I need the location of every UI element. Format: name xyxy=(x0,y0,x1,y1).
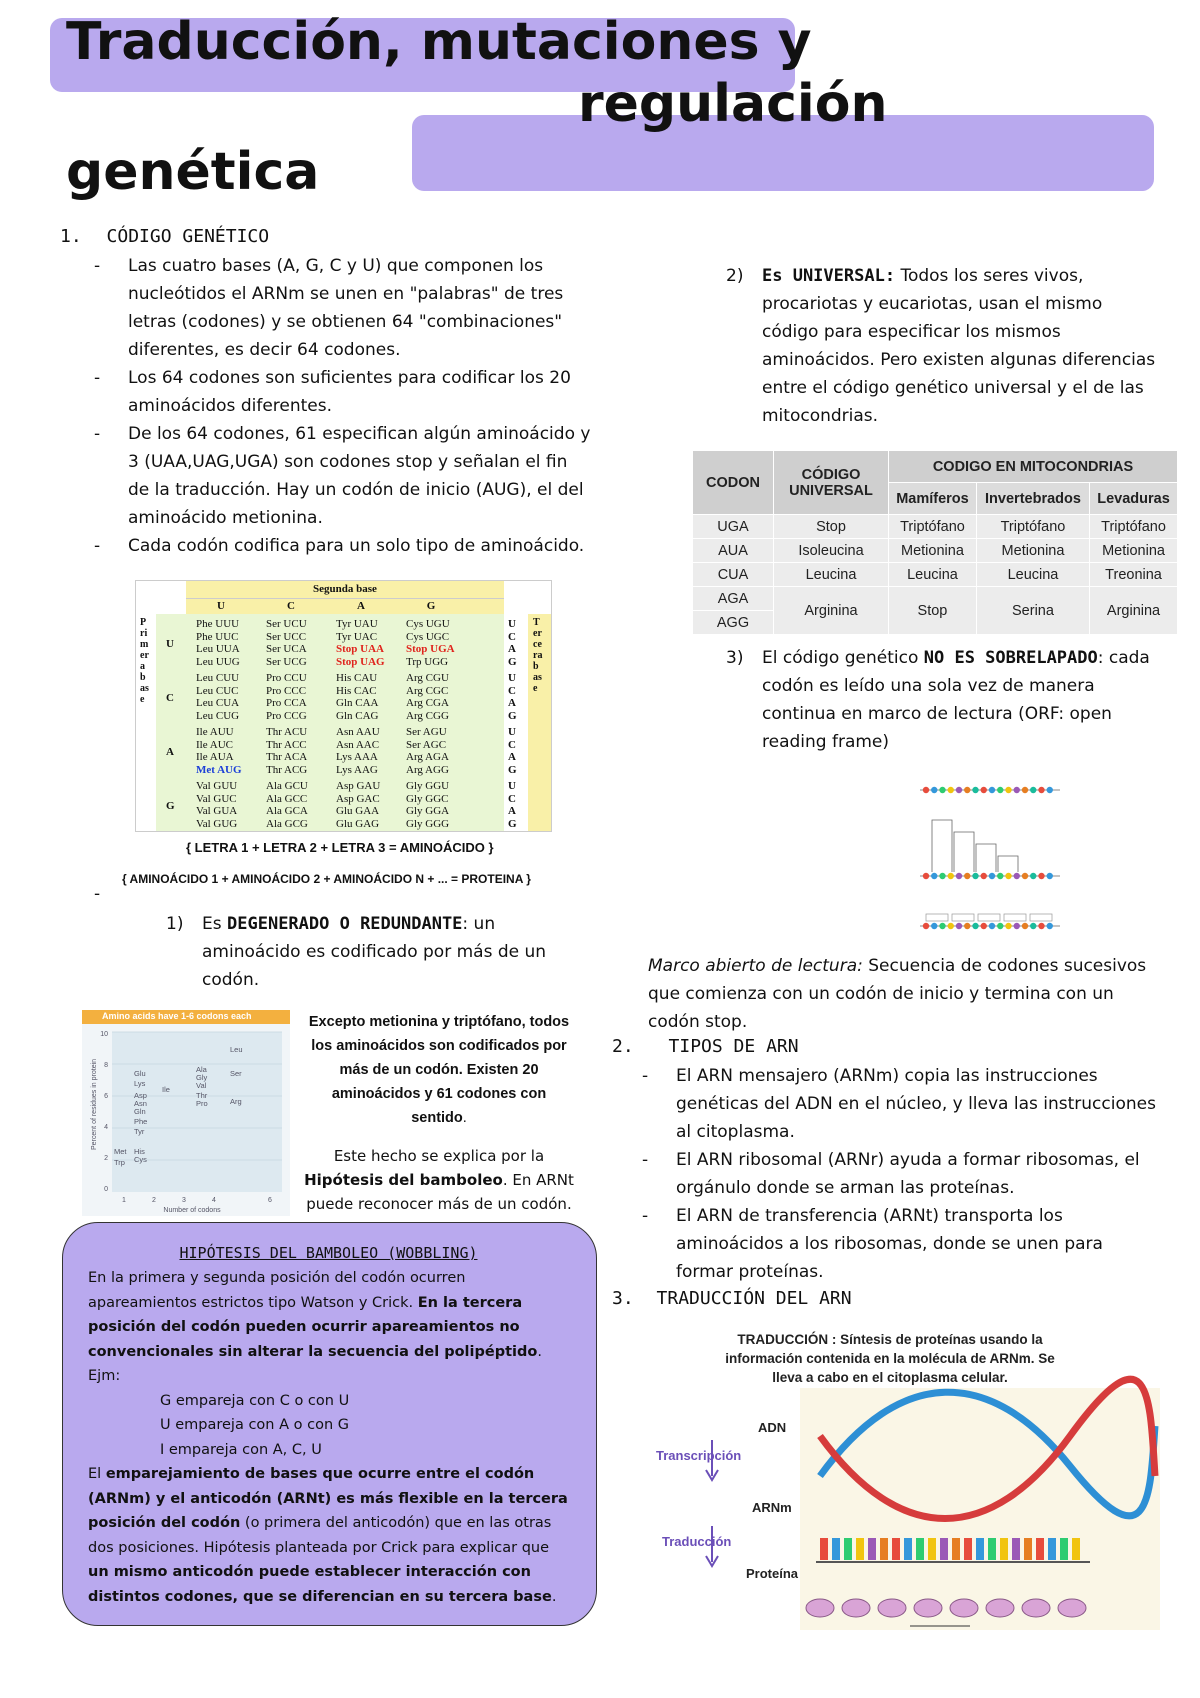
mrna-base xyxy=(1048,1538,1056,1560)
universal-bold: Es UNIVERSAL: xyxy=(762,266,896,286)
codon-entry: Lys AAG xyxy=(336,763,378,776)
mrna-base xyxy=(1036,1538,1044,1560)
third-base-letter: G xyxy=(508,763,517,776)
amino-acid-bead xyxy=(842,1599,870,1617)
nucleotide-dot xyxy=(997,923,1003,929)
codon-entry: Gln CAG xyxy=(336,709,379,722)
mrna-base xyxy=(952,1538,960,1560)
property-1: 1) Es DEGENERADO O REDUNDANTE: un aminoácido es codificado por más de un codón. xyxy=(166,910,566,994)
mrna-base xyxy=(976,1538,984,1560)
codon-bracket xyxy=(998,856,1018,872)
y-axis-label: Percent of residues in protein xyxy=(91,1058,98,1150)
proteina-label: Proteína xyxy=(746,1566,799,1581)
nucleotide-dot xyxy=(1022,787,1028,793)
property-3: 3) El código genético NO ES SOBRELAPADO: cada codón es leído una sola vez de manera continua en marco de lectura (ORF: open reading frame) xyxy=(726,648,1150,752)
codon-entry: His CAU xyxy=(336,672,378,684)
amino-acid-label: Met xyxy=(114,1147,127,1156)
mrna-base xyxy=(964,1538,972,1560)
nucleotide-dot xyxy=(1038,923,1044,929)
mrna-base xyxy=(1060,1538,1068,1560)
mrna-base xyxy=(1024,1538,1032,1560)
translation-diagram xyxy=(650,1326,1164,1636)
codon-entry: Asn AAC xyxy=(336,738,380,751)
mitochondria-code-table xyxy=(692,450,1178,635)
table-cell: Leucina xyxy=(976,563,1089,587)
amino-acid-bead xyxy=(806,1599,834,1617)
codon-entry: Glu GAG xyxy=(336,817,380,830)
empty-dash: - xyxy=(94,884,101,904)
codon-entry: Cys UGU xyxy=(406,618,450,630)
codon-entry: Arg CGA xyxy=(406,697,449,709)
codon-entry: Gly GGU xyxy=(406,780,450,792)
nucleotide-dot xyxy=(1005,873,1011,879)
codon-entry: Ala GCA xyxy=(266,805,308,817)
codon-entry: Trp UGG xyxy=(406,655,449,668)
second-base-letter: G xyxy=(426,600,436,612)
nucleotide-dot xyxy=(948,787,954,793)
table-row xyxy=(693,563,1178,587)
codon-entry: Pro CCU xyxy=(266,672,307,684)
nucleotide-dot xyxy=(964,787,970,793)
amino-acid-label: Arg xyxy=(230,1097,242,1106)
table-cell: Triptófano xyxy=(889,515,977,539)
amino-acid-label: Phe xyxy=(134,1117,148,1126)
section-2-heading: 2. TIPOS DE ARN xyxy=(612,1036,799,1057)
nucleotide-dot xyxy=(1030,873,1036,879)
amino-acid-label: Leu xyxy=(230,1045,243,1054)
nucleotide-dot xyxy=(997,873,1003,879)
table-cell: AUA xyxy=(693,539,774,563)
codon-frame xyxy=(1004,914,1026,921)
table-cell: Serina xyxy=(976,587,1089,635)
codon-entry: His CAC xyxy=(336,684,377,697)
amino-acid-label: Ile xyxy=(162,1085,170,1094)
nucleotide-dot xyxy=(948,873,954,879)
amino-acid-label: Gly xyxy=(196,1073,208,1082)
mrna-base xyxy=(916,1538,924,1560)
amino-acid-label: Cys xyxy=(134,1155,147,1164)
table-cell: CUA xyxy=(693,563,774,587)
amino-acid-bead xyxy=(986,1599,1014,1617)
codon-entry: Gly GGG xyxy=(406,817,450,830)
amino-acid-bead xyxy=(1022,1599,1050,1617)
degenerado-bold: DEGENERADO O REDUNDANTE xyxy=(227,914,463,934)
amino-acid-label: Asp xyxy=(134,1091,147,1100)
nucleotide-dot xyxy=(1014,787,1020,793)
mrna-base xyxy=(844,1538,852,1560)
nucleotide-dot xyxy=(972,923,978,929)
codon-entry: Lys AAA xyxy=(336,751,378,763)
nucleotide-dot xyxy=(989,873,995,879)
amino-acid-bead xyxy=(950,1599,978,1617)
col-header: CODON xyxy=(693,451,774,515)
x-tick-label: 3 xyxy=(182,1197,186,1204)
third-base-letter: U xyxy=(508,672,516,684)
section-title: CÓDIGO GENÉTICO xyxy=(106,226,270,247)
mrna-base xyxy=(856,1538,864,1560)
chart-title: Amino acids have 1-6 codons each xyxy=(102,1011,252,1021)
amino-acid-label: Trp xyxy=(114,1158,125,1167)
adn-label: ADN xyxy=(758,1420,787,1435)
codon-entry: Leu CUA xyxy=(196,697,240,709)
nucleotide-dot xyxy=(931,923,937,929)
codon-entry: Thr ACA xyxy=(266,751,308,763)
third-base-letter: C xyxy=(508,630,516,643)
table-cell: Triptófano xyxy=(976,515,1089,539)
nucleotide-dot xyxy=(1022,923,1028,929)
codon-entry: Ile AUC xyxy=(196,738,233,751)
nucleotide-dot xyxy=(972,787,978,793)
table-cell: Metionina xyxy=(976,539,1089,563)
nucleotide-dot xyxy=(1005,923,1011,929)
codon-entry: Met AUG xyxy=(196,763,242,776)
codon-entry: Pro CCA xyxy=(266,697,307,709)
third-base-letter: A xyxy=(508,643,516,655)
reading-frame-figure xyxy=(910,760,1065,940)
x-axis-label: Number of codons xyxy=(163,1207,221,1214)
third-base-letter: G xyxy=(508,709,517,722)
mrna-base xyxy=(1000,1538,1008,1560)
codon-frame xyxy=(978,914,1000,921)
third-base-letter: A xyxy=(508,805,516,817)
table-cell: Arginina xyxy=(1090,587,1178,635)
orf-definition: Marco abierto de lectura: Secuencia de codones sucesivos que comienza con un codón de inicio y termina con un codón stop. xyxy=(648,956,1147,1032)
pair-item: G empareja con C o con U xyxy=(160,1392,350,1409)
nucleotide-dot xyxy=(1038,787,1044,793)
table-cell: Triptófano xyxy=(1090,515,1178,539)
formula-2: { AMINOÁCIDO 1 + AMINOÁCIDO 2 + AMINOÁCIDO N + ... = PROTEINA } xyxy=(122,872,531,886)
col-header: Invertebrados xyxy=(976,483,1089,515)
codon-entry: Phe UUU xyxy=(196,618,240,630)
nucleotide-dot xyxy=(1047,923,1053,929)
mrna-base xyxy=(988,1538,996,1560)
third-base-letter: G xyxy=(508,655,517,668)
table-cell: Treonina xyxy=(1090,563,1178,587)
amino-acid-label: Glu xyxy=(134,1069,146,1078)
nucleotide-dot xyxy=(989,787,995,793)
codon-entry: Ser UCG xyxy=(266,655,307,668)
nucleotide-dot xyxy=(948,923,954,929)
y-tick-label: 0 xyxy=(104,1186,108,1193)
wobble-title: HIPÓTESIS DEL BAMBOLEO (WOBBLING) xyxy=(179,1244,478,1262)
section-1-list xyxy=(92,252,592,560)
third-base-label: Tercera base xyxy=(533,617,543,694)
codon-entry: Gln CAA xyxy=(336,697,379,709)
codon-entry: Thr ACU xyxy=(266,726,308,738)
translation-figure xyxy=(650,1326,1164,1636)
third-base-letter: A xyxy=(508,751,516,763)
x-tick-label: 2 xyxy=(152,1197,156,1204)
amino-acid-codon-chart xyxy=(82,1010,290,1216)
y-tick-label: 2 xyxy=(104,1155,108,1162)
codon-entry: Asn AAU xyxy=(336,726,380,738)
codon-entry: Arg AGA xyxy=(406,751,449,763)
codon-entry: Phe UUC xyxy=(196,630,239,643)
second-base-header: Segunda base xyxy=(313,583,377,595)
codon-entry: Ser UCC xyxy=(266,630,307,643)
table-cell: Leucina xyxy=(774,563,889,587)
table-cell: Stop xyxy=(774,515,889,539)
mrna-base xyxy=(820,1538,828,1560)
table-cell: AGG xyxy=(693,611,774,635)
amino-acid-label: Gln xyxy=(134,1107,146,1116)
genetic-code-table xyxy=(135,580,552,832)
codon-bracket xyxy=(932,820,952,872)
nucleotide-dot xyxy=(1014,923,1020,929)
codon-entry: Tyr UAU xyxy=(336,618,378,630)
table-cell: Isoleucina xyxy=(774,539,889,563)
table-row xyxy=(693,539,1178,563)
codon-entry: Arg CGU xyxy=(406,672,449,684)
third-base-letter: A xyxy=(508,697,516,709)
nucleotide-dot xyxy=(981,787,987,793)
nucleotide-dot xyxy=(997,787,1003,793)
section-1-heading xyxy=(60,226,269,247)
nucleotide-dot xyxy=(1005,787,1011,793)
list-item: - De los 64 codones, 61 especifican algún aminoácido y 3 (UAA,UAG,UGA) son codones stop y señalan el fin de la traducción. Hay un codón de inicio (AUG), el del aminoácido metionina. xyxy=(92,420,592,532)
page-title-line-2: regulación xyxy=(578,74,888,134)
page-title-line-1: Traducción, mutaciones y xyxy=(66,12,812,72)
amino-acid-label: Asn xyxy=(134,1099,147,1108)
second-base-letter: U xyxy=(217,600,225,612)
amino-acid-label: Lys xyxy=(134,1079,146,1088)
section-2-list xyxy=(640,1062,1160,1286)
x-tick-label: 4 xyxy=(212,1197,216,1204)
mrna-base xyxy=(832,1538,840,1560)
property-1-number: 1) xyxy=(166,914,184,934)
mrna-base xyxy=(1012,1538,1020,1560)
codon-entry: Ala GCC xyxy=(266,792,308,805)
codon-entry: Stop UAG xyxy=(336,655,385,668)
third-base-letter: C xyxy=(508,738,516,751)
amino-acid-bead xyxy=(1058,1599,1086,1617)
second-base-letter: A xyxy=(357,600,365,612)
nucleotide-dot xyxy=(1030,923,1036,929)
transcripcion-label: Transcripción xyxy=(656,1448,742,1463)
pair-item: I empareja con A, C, U xyxy=(160,1441,322,1458)
section-number: 1. xyxy=(60,226,82,247)
second-base-letter: C xyxy=(287,600,295,612)
codon-entry: Val GUA xyxy=(196,805,238,817)
codon-entry: Thr ACG xyxy=(266,763,308,776)
exception-text: Excepto metionina y triptófano, todos los aminoácidos son codificados por más de un codón. Existen 20 aminoácidos y 61 codones con sentido. xyxy=(308,1014,570,1126)
codon-entry: Ser UCU xyxy=(266,618,307,630)
third-base-letter: C xyxy=(508,684,516,697)
amino-acid-label: Thr xyxy=(196,1091,208,1100)
codon-entry: Leu UUG xyxy=(196,655,240,668)
amino-acid-label: Pro xyxy=(196,1099,208,1108)
col-header: CODIGO EN MITOCONDRIAS xyxy=(889,451,1178,483)
y-tick-label: 10 xyxy=(100,1031,108,1038)
codon-entry: Asp GAC xyxy=(336,792,380,805)
codon-entry: Val GUC xyxy=(196,792,237,805)
codon-entry: Ser UCA xyxy=(266,643,307,655)
codon-entry: Arg CGG xyxy=(406,709,449,722)
codon-entry: Stop UGA xyxy=(406,643,455,655)
amino-acid-label: Val xyxy=(196,1081,207,1090)
nucleotide-dot xyxy=(956,873,962,879)
traduccion-label: Traducción xyxy=(662,1534,732,1549)
amino-acid-bead xyxy=(914,1599,942,1617)
wobble-body: En la primera y segunda posición del codón ocurren apareamientos estrictos tipo Watson y Crick. En la tercera posición del codón pueden ocurrir apareamientos no convencionales sin alterar la secuencia del polipéptido. Ejm: G empareja con C o con U U empareja con A o con G I empareja con A, C, U El emparejamiento de bases que ocurre entre el codón (ARNm) y el anticodón (ARNt) es más flexible en la tercera posición del codón (o primera del anticodón) que en las otras dos posiciones. Hipótesis planteada por Crick para explicar que un mismo anticodón puede establecer interacción con distintos codones, que se diferencian en su tercera base. xyxy=(88,1266,574,1609)
codon-entry: Ser AGU xyxy=(406,726,447,738)
codon-entry: Tyr UAC xyxy=(336,630,378,643)
codon-entry: Thr ACC xyxy=(266,738,307,751)
mrna-base xyxy=(880,1538,888,1560)
amino-acid-bead xyxy=(878,1599,906,1617)
table-cell: Metionina xyxy=(1090,539,1178,563)
col-header: Mamíferos xyxy=(889,483,977,515)
pair-item: U empareja con A o con G xyxy=(160,1417,349,1433)
mrna-base xyxy=(928,1538,936,1560)
nucleotide-dot xyxy=(1047,787,1053,793)
nucleotide-dot xyxy=(956,787,962,793)
chart-plot xyxy=(82,1010,290,1216)
mrna-base xyxy=(868,1538,876,1560)
codon-bracket xyxy=(954,832,974,872)
codon-entry: Ser AGC xyxy=(406,738,447,751)
mrna-base xyxy=(904,1538,912,1560)
nucleotide-dot xyxy=(923,787,929,793)
codon-entry: Gly GGC xyxy=(406,792,449,805)
amino-acid-label: Ser xyxy=(230,1069,242,1078)
nucleotide-dot xyxy=(1014,873,1020,879)
codon-entry: Leu UUA xyxy=(196,643,240,655)
codon-entry: Asp GAU xyxy=(336,780,381,792)
mrna-base xyxy=(1072,1538,1080,1560)
nucleotide-dot xyxy=(939,787,945,793)
nucleotide-dot xyxy=(981,873,987,879)
codon-entry: Ile AUU xyxy=(196,726,234,738)
y-tick-label: 8 xyxy=(104,1062,108,1069)
codon-entry: Pro CCC xyxy=(266,684,307,697)
third-base-letter: U xyxy=(508,726,516,738)
y-tick-label: 4 xyxy=(104,1124,108,1131)
property-2: 2) Es UNIVERSAL: Todos los seres vivos, procariotas y eucariotas, usan el mismo código para especificar los mismos aminoácidos. Pero existen algunas diferencias entre el código genético universal y el de las mitocondrias. xyxy=(726,266,1156,426)
nucleotide-dot xyxy=(923,923,929,929)
col-header: CÓDIGO UNIVERSAL xyxy=(774,451,889,515)
table-cell: UGA xyxy=(693,515,774,539)
table-cell: Metionina xyxy=(889,539,977,563)
codon-entry: Cys UGC xyxy=(406,630,450,643)
table-cell: Arginina xyxy=(774,587,889,635)
first-base-letter: A xyxy=(166,746,174,758)
codon-entry: Val GUU xyxy=(196,780,238,792)
codon-entry: Ala GCU xyxy=(266,780,308,792)
codon-entry: Val GUG xyxy=(196,817,238,830)
third-base-letter: U xyxy=(508,780,516,792)
codon-entry: Leu CUG xyxy=(196,709,240,722)
nucleotide-dot xyxy=(931,787,937,793)
amino-acid-label: Ala xyxy=(196,1065,207,1074)
page-title-line-3: genética xyxy=(66,142,320,202)
codon-entry: Leu CUU xyxy=(196,672,240,684)
codon-bracket xyxy=(976,844,996,872)
first-base-letter: G xyxy=(166,800,175,812)
section-3-heading: 3. TRADUCCIÓN DEL ARN xyxy=(612,1288,852,1309)
third-base-letter: C xyxy=(508,792,516,805)
table-cell: AGA xyxy=(693,587,774,611)
nucleotide-dot xyxy=(964,873,970,879)
list-item: - Las cuatro bases (A, G, C y U) que componen los nucleótidos el ARNm se unen en "palabras" de tres letras (codones) y se obtienen 64 "combinaciones" diferentes, es decir 64 codones. xyxy=(92,252,592,364)
list-item: - El ARN de transferencia (ARNt) transporta los aminoácidos a los ribosomas, donde se unen para formar proteínas. xyxy=(640,1202,1160,1286)
codon-entry: Leu CUC xyxy=(196,684,239,697)
x-tick-label: 6 xyxy=(268,1197,272,1204)
codon-frame xyxy=(1030,914,1052,921)
first-base-letter: U xyxy=(166,638,174,650)
codon-frame xyxy=(952,914,974,921)
no-sobrelapado-bold: NO ES SOBRELAPADO xyxy=(923,648,1098,668)
list-item: - Los 64 codones son suficientes para codificar los 20 aminoácidos diferentes. xyxy=(92,364,592,420)
list-item: - El ARN mensajero (ARNm) copia las instrucciones genéticas del ADN en el núcleo, y lleva las instrucciones al citoplasma. xyxy=(640,1062,1160,1146)
nucleotide-dot xyxy=(964,923,970,929)
codon-entry: Pro CCG xyxy=(266,709,307,722)
codon-entry: Ile AUA xyxy=(196,751,234,763)
amino-acid-label: Tyr xyxy=(134,1127,145,1136)
nucleotide-dot xyxy=(956,923,962,929)
col-header: Levaduras xyxy=(1090,483,1178,515)
table-cell: Leucina xyxy=(889,563,977,587)
codon-entry: Arg CGC xyxy=(406,684,449,697)
nucleotide-dot xyxy=(981,923,987,929)
table-row xyxy=(693,515,1178,539)
bamboleo-text: Este hecho se explica por la Hipótesis del bamboleo. En ARNt puede reconocer más de un codón. xyxy=(304,1147,574,1213)
third-base-letter: G xyxy=(508,817,517,830)
nucleotide-dot xyxy=(923,873,929,879)
mrna-base xyxy=(892,1538,900,1560)
codon-entry: Gly GGA xyxy=(406,805,450,817)
nucleotide-dot xyxy=(972,873,978,879)
first-base-letter: C xyxy=(166,692,174,704)
nucleotide-dot xyxy=(1047,873,1053,879)
mrna-base xyxy=(940,1538,948,1560)
codon-entry: Stop UAA xyxy=(336,643,384,655)
nucleotide-dot xyxy=(1030,787,1036,793)
x-tick-label: 1 xyxy=(122,1197,126,1204)
list-item: - El ARN ribosomal (ARNr) ayuda a formar ribosomas, el orgánulo donde se arman las proteínas. xyxy=(640,1146,1160,1202)
codon-entry: Arg AGG xyxy=(406,763,449,776)
figure-caption: TRADUCCIÓN : Síntesis de proteínas usando la información contenida en la molécula de ARNm. Se lleva a cabo en el citoplasma celular. xyxy=(725,1332,1055,1385)
arnm-label: ARNm xyxy=(752,1500,792,1515)
first-base-label: Primera base xyxy=(140,617,149,705)
codon-frame xyxy=(926,914,948,921)
y-tick-label: 6 xyxy=(104,1093,108,1100)
codon-entry: Ala GCG xyxy=(266,817,308,830)
nucleotide-dot xyxy=(939,873,945,879)
table-cell: Stop xyxy=(889,587,977,635)
formula-1: { LETRA 1 + LETRA 2 + LETRA 3 = AMINOÁCIDO } xyxy=(186,840,494,855)
amino-acid-label: His xyxy=(134,1147,145,1156)
nucleotide-dot xyxy=(939,923,945,929)
nucleotide-dot xyxy=(1022,873,1028,879)
third-base-letter: U xyxy=(508,618,516,630)
nucleotide-dot xyxy=(931,873,937,879)
nucleotide-dot xyxy=(989,923,995,929)
list-item: - Cada codón codifica para un solo tipo de aminoácido. xyxy=(92,532,592,560)
codon-entry: Glu GAA xyxy=(336,805,380,817)
nucleotide-dot xyxy=(1038,873,1044,879)
